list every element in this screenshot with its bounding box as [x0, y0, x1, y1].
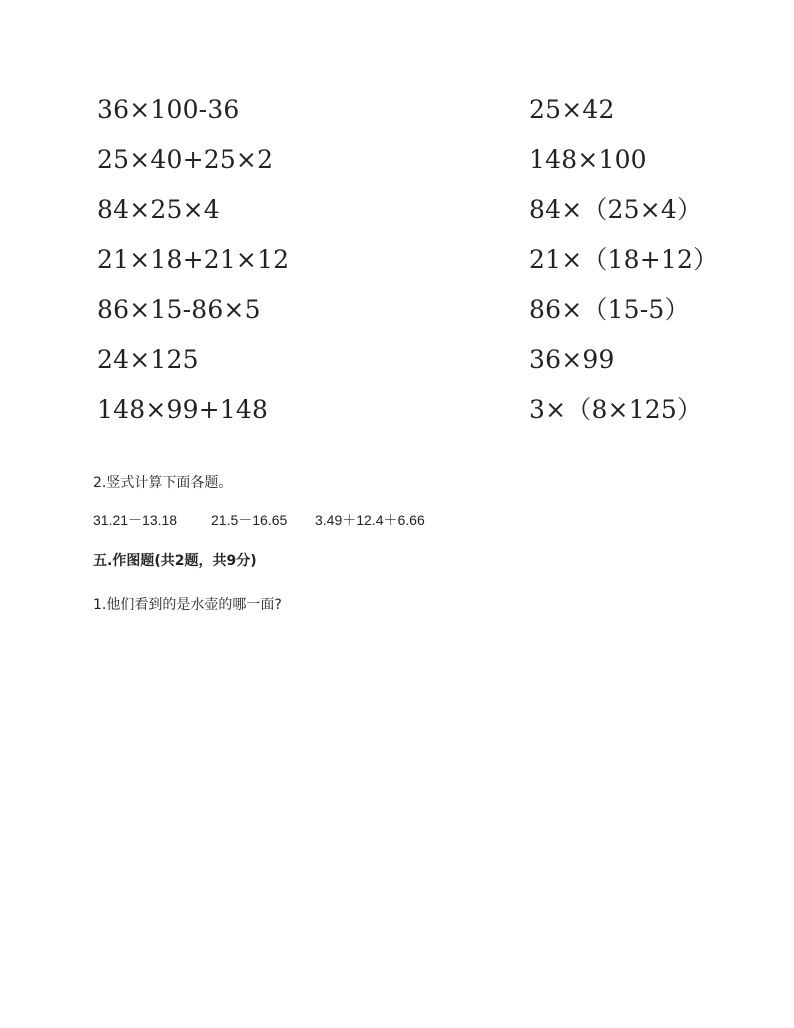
- expression-right: 3×（8×125）: [529, 395, 703, 424]
- vertical-calc-item: 21.5－16.65: [211, 512, 288, 528]
- question-2-label: 2.竖式计算下面各题。: [93, 475, 233, 491]
- expression-right: 86×（15-5）: [529, 295, 690, 324]
- section-5-question-1: 1.他们看到的是水壶的哪一面?: [93, 597, 282, 613]
- expression-row: [97, 88, 737, 138]
- expression-left: 25×40+25×2: [97, 145, 274, 174]
- vertical-calc-item: 3.49＋12.4＋6.66: [315, 512, 425, 528]
- expression-row: [97, 138, 737, 188]
- expression-left: 21×18+21×12: [97, 245, 290, 274]
- expression-left: 36×100-36: [97, 95, 240, 124]
- calculation-grid: [97, 88, 737, 438]
- expression-row: [97, 338, 737, 388]
- vertical-calc-item: 31.21－13.18: [93, 512, 178, 528]
- expression-right: 21×（18+12）: [529, 245, 719, 274]
- expression-right: 36×99: [529, 345, 615, 374]
- expression-right: 84×（25×4）: [529, 195, 703, 224]
- expression-right: 148×100: [529, 145, 647, 174]
- expression-row: [97, 238, 737, 288]
- expression-left: 86×15-86×5: [97, 295, 261, 324]
- expression-row: [97, 188, 737, 238]
- expression-left: 148×99+148: [97, 395, 269, 424]
- expression-left: 84×25×4: [97, 195, 220, 224]
- section-5-heading: 五.作图题(共2题，共9分): [93, 553, 257, 569]
- expression-left: 24×125: [97, 345, 199, 374]
- expression-row: [97, 288, 737, 338]
- expression-row: [97, 388, 737, 438]
- expression-right: 25×42: [529, 95, 615, 124]
